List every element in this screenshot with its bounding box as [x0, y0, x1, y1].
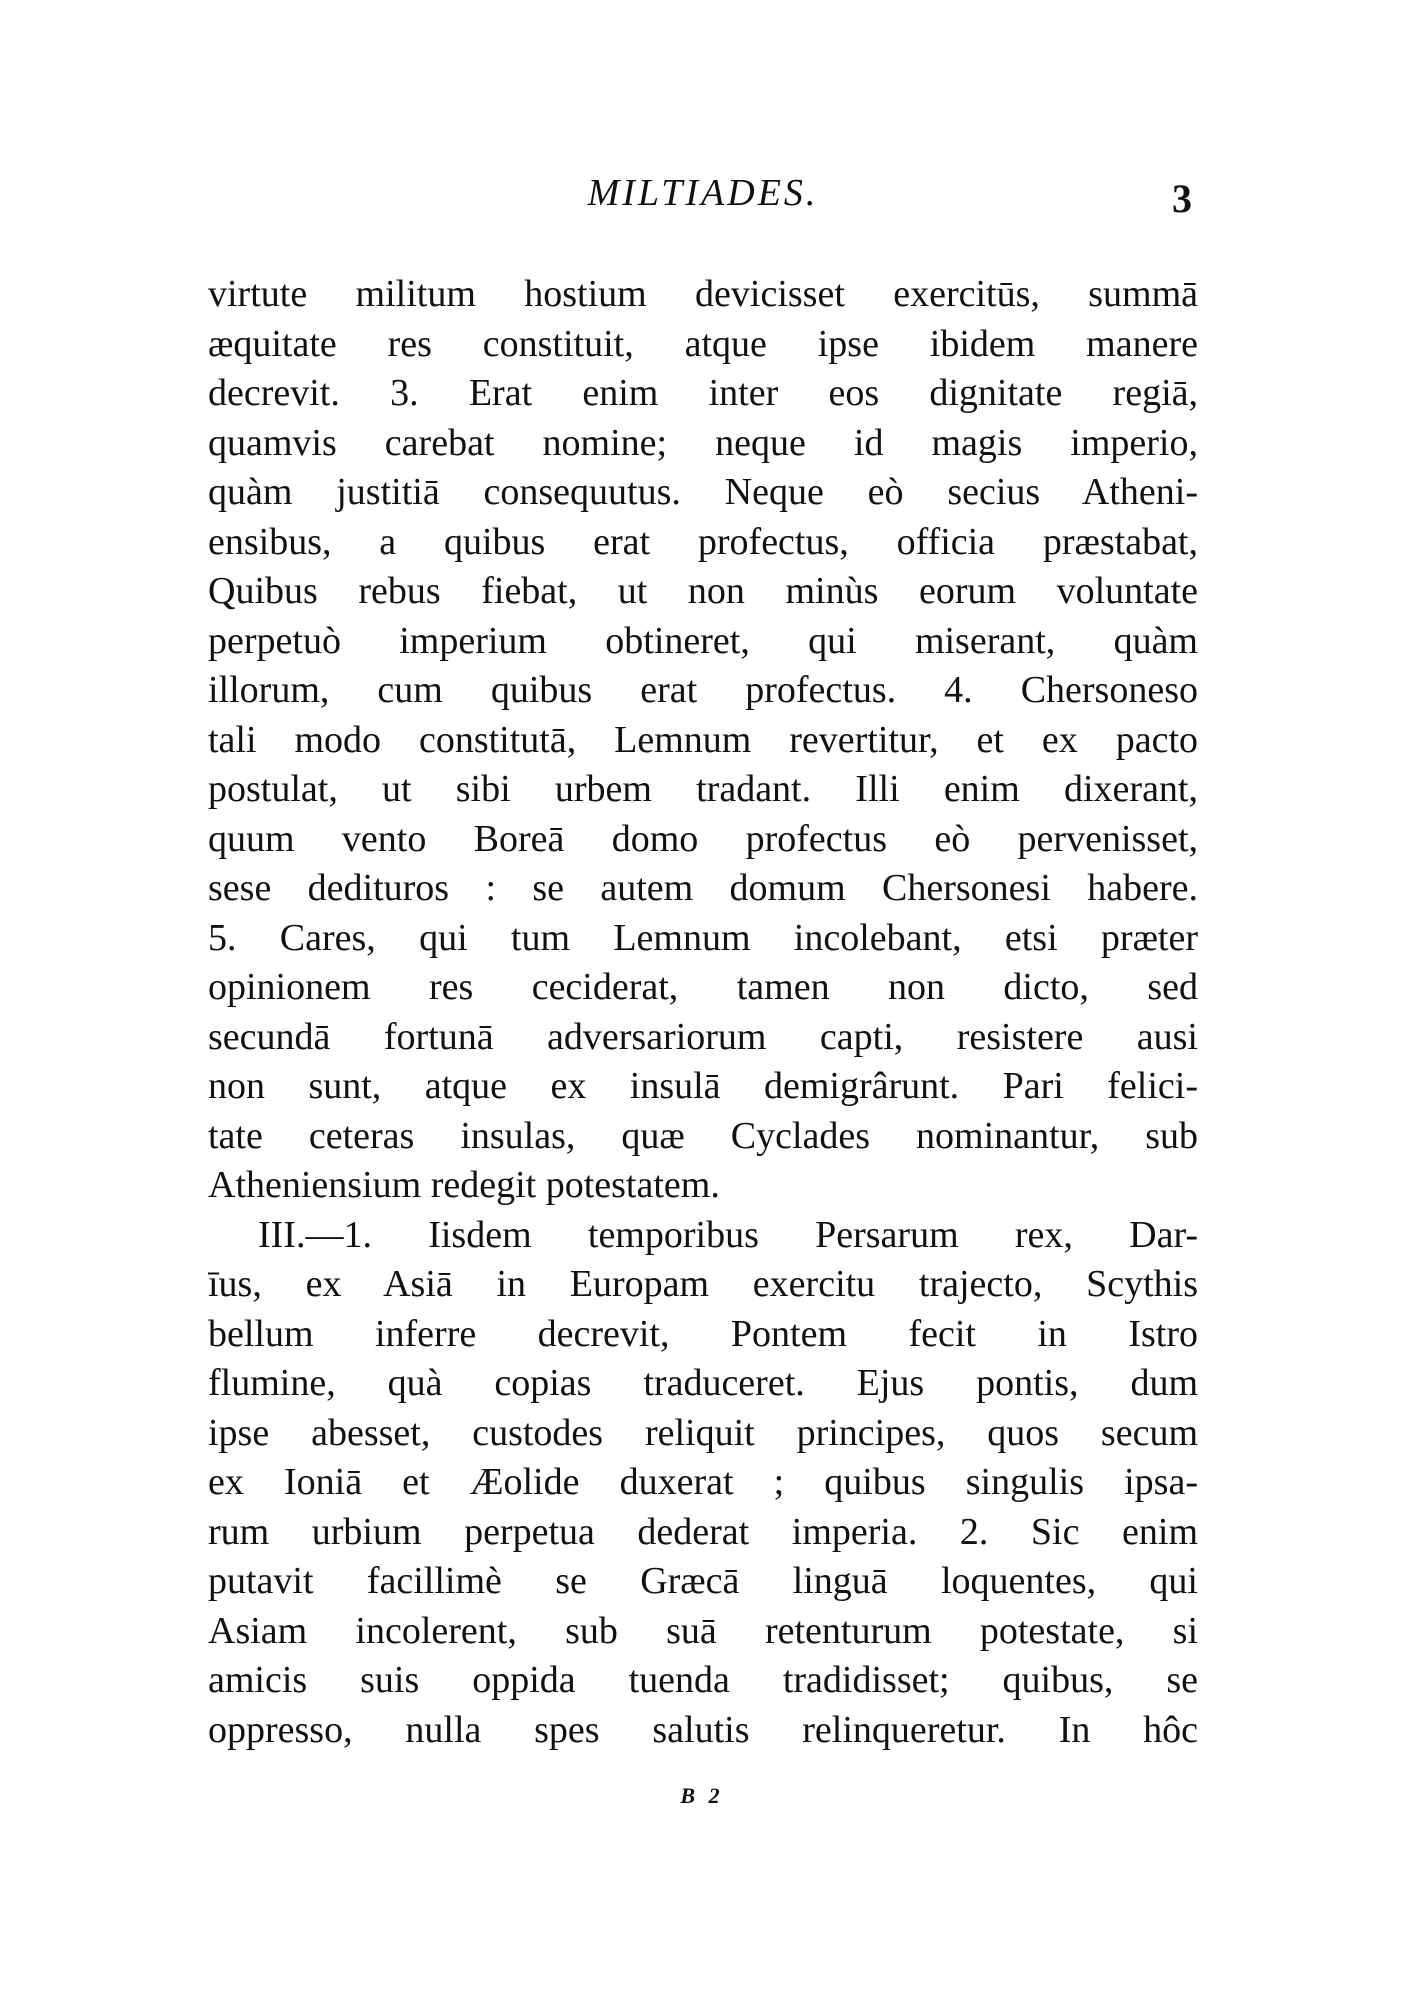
text-line: quum vento Boreā domo profectus eò pervenisset,	[208, 817, 1198, 860]
text-line: īus, ex Asiā in Europam exercitu trajecto, Scythis	[208, 1263, 1198, 1305]
text-line: putavit facillimè se Græcā linguā loquentes, qui	[208, 1560, 1198, 1602]
text-line: postulat, ut sibi urbem tradant. Illi enim dixerant,	[208, 768, 1198, 810]
text-line: Asiam incolerent, sub suā retenturum potestate, si	[208, 1609, 1198, 1652]
text-line: bellum inferre decrevit, Pontem fecit in Istro	[208, 1312, 1198, 1355]
text-line: opinionem res ceciderat, tamen non dicto, sed	[208, 966, 1198, 1008]
text-line: virtute militum hostium devicisset exercitūs, summā	[208, 273, 1198, 315]
text-line: ipse abesset, custodes reliquit principes, quos secum	[208, 1411, 1198, 1454]
text-line: quamvis carebat nomine; neque id magis imperio,	[208, 421, 1198, 464]
text-line: quàm justitiā consequutus. Neque eò secius Atheni-	[208, 471, 1198, 513]
text-line: Quibus rebus fiebat, ut non minùs eorum voluntate	[208, 570, 1198, 612]
page-title: MILTIADES.	[587, 172, 819, 214]
signature-mark: B 2	[680, 1783, 724, 1808]
text-line: decrevit. 3. Erat enim inter eos dignitate regiā,	[208, 372, 1198, 414]
text-line: amicis suis oppida tuenda tradidisset; quibus, se	[208, 1659, 1198, 1701]
text-line: perpetuò imperium obtineret, qui miserant, quàm	[208, 619, 1198, 662]
section-heading-line: III.—1. Iisdem temporibus Persarum rex, Dar-	[258, 1213, 1198, 1256]
text-line: flumine, quà copias traduceret. Ejus pontis, dum	[208, 1362, 1198, 1404]
text-line: ensibus, a quibus erat profectus, officia præstabat,	[208, 520, 1198, 563]
text-line: tali modo constitutā, Lemnum revertitur, et ex pacto	[208, 718, 1198, 761]
running-head	[208, 168, 1198, 238]
page-number: 3	[1172, 176, 1192, 221]
body-text	[208, 270, 1198, 1755]
text-line: oppresso, nulla spes salutis relinqueretur. In hôc	[208, 1708, 1198, 1751]
text-line: Atheniensium redegit potestatem.	[208, 1164, 720, 1206]
text-line: illorum, cum quibus erat profectus. 4. Chersoneso	[208, 669, 1198, 711]
text-line: 5. Cares, qui tum Lemnum incolebant, etsi præter	[208, 916, 1198, 959]
text-line: sese dedituros : se autem domum Chersonesi habere.	[208, 867, 1198, 909]
text-line: rum urbium perpetua dederat imperia. 2. Sic enim	[208, 1510, 1198, 1553]
text-line: tate ceteras insulas, quæ Cyclades nominantur, sub	[208, 1114, 1198, 1157]
text-line: æquitate res constituit, atque ipse ibidem manere	[208, 322, 1198, 365]
text-line: secundā fortunā adversariorum capti, resistere ausi	[208, 1015, 1198, 1058]
text-line: ex Ioniā et Æolide duxerat ; quibus singulis ipsa-	[208, 1461, 1198, 1503]
text-line: non sunt, atque ex insulā demigrârunt. Pari felici-	[208, 1065, 1198, 1107]
